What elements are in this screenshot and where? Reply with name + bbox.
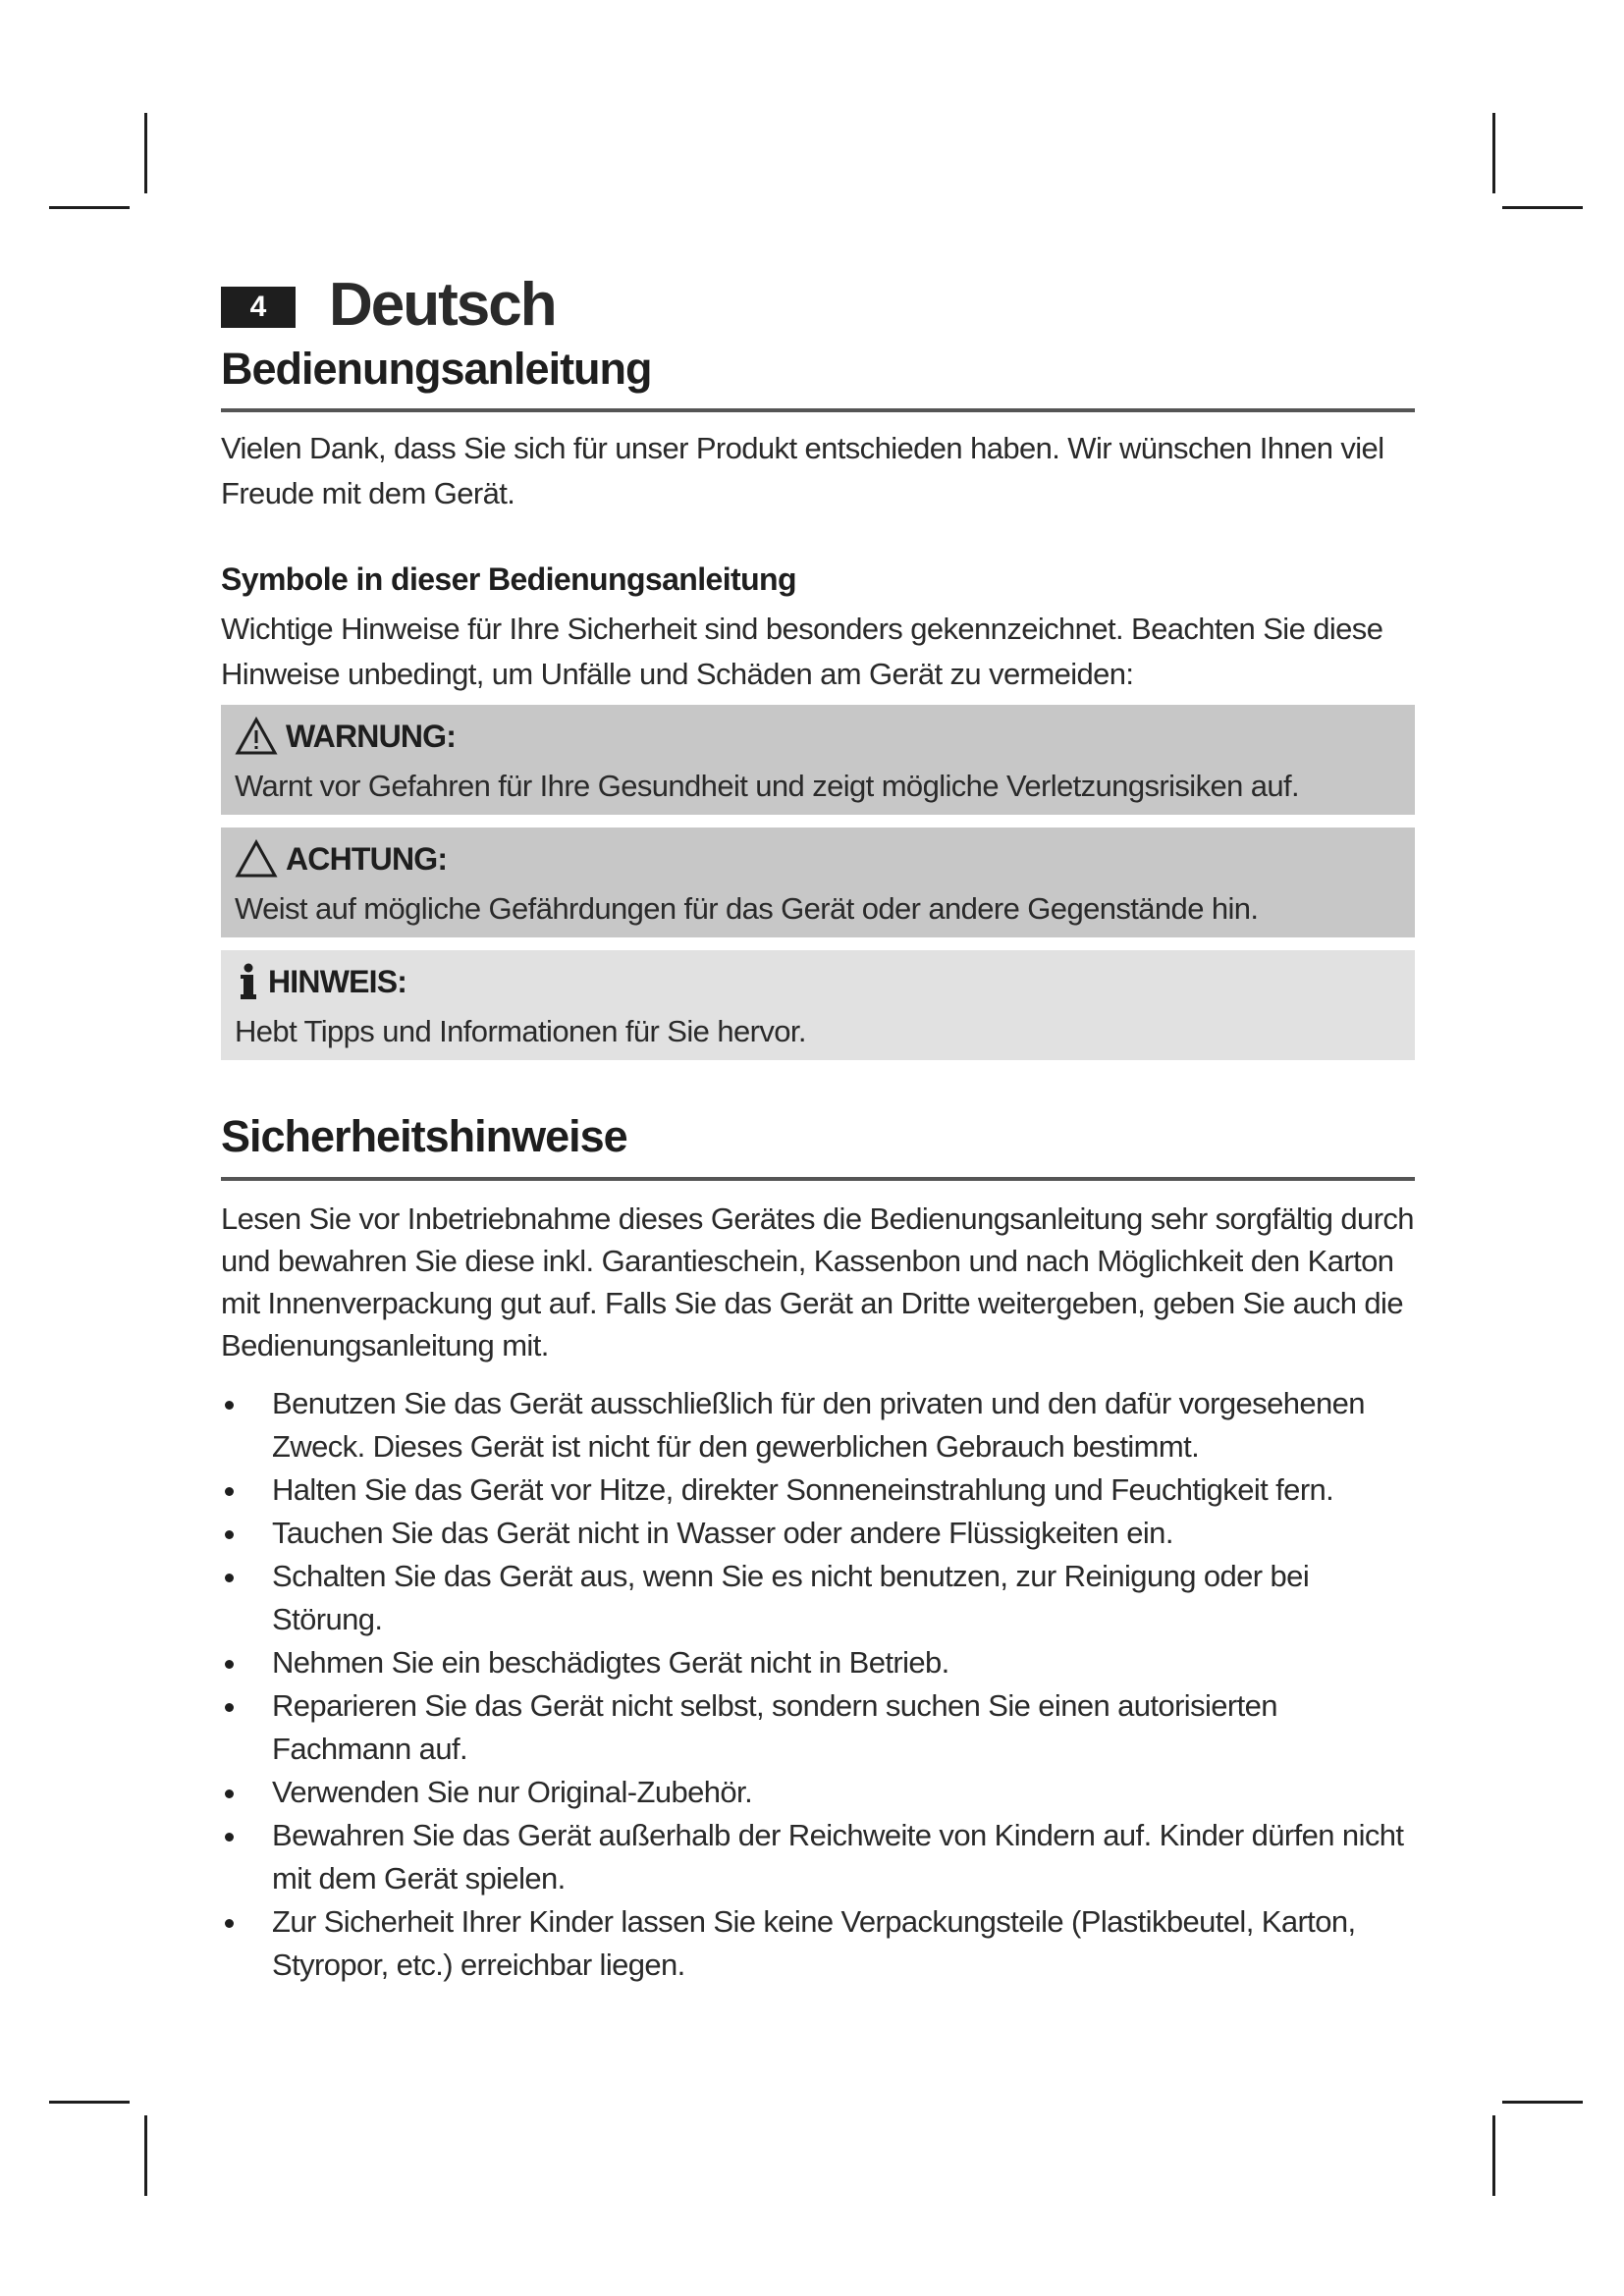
- list-item: Verwenden Sie nur Original-Zubehör.: [221, 1771, 1415, 1814]
- crop-mark: [49, 2101, 130, 2104]
- crop-mark: [1502, 2101, 1583, 2104]
- crop-mark: [144, 113, 147, 193]
- caution-text: Weist auf mögliche Gefährdungen für das Gerät oder andere Gegenstände hin.: [235, 891, 1259, 926]
- caution-box: [221, 828, 1415, 937]
- crop-mark: [1492, 113, 1495, 193]
- symbols-heading: Symbole in dieser Bedienungsanleitung: [221, 561, 796, 597]
- warning-title: WARNUNG:: [286, 718, 457, 754]
- manual-title: Bedienungsanleitung: [221, 344, 652, 394]
- safety-list: [221, 1382, 1415, 1987]
- note-title: HINWEIS:: [268, 963, 407, 999]
- page-number-badge: 4: [221, 287, 296, 328]
- section-divider: [221, 408, 1415, 412]
- language-title: Deutsch: [329, 270, 556, 339]
- intro-paragraph: Vielen Dank, dass Sie sich für unser Produkt entschieden haben. Wir wünschen Ihnen viel Freude mit dem Gerät.: [221, 431, 1384, 510]
- warning-text: Warnt vor Gefahren für Ihre Gesundheit und zeigt mögliche Verletzungsrisiken auf.: [235, 769, 1300, 803]
- warning-box: [221, 705, 1415, 815]
- list-item: Schalten Sie das Gerät aus, wenn Sie es nicht benutzen, zur Reinigung oder bei Störung.: [221, 1555, 1415, 1641]
- note-box: [221, 950, 1415, 1060]
- list-item: Tauchen Sie das Gerät nicht in Wasser oder andere Flüssigkeiten ein.: [221, 1512, 1415, 1555]
- note-text: Hebt Tipps und Informationen für Sie hervor.: [235, 1014, 806, 1048]
- symbols-intro: Wichtige Hinweise für Ihre Sicherheit sind besonders gekennzeichnet. Beachten Sie diese Hinweise unbedingt, um Unfälle und Schäden am Gerät zu vermeiden:: [221, 612, 1383, 691]
- list-item: Halten Sie das Gerät vor Hitze, direkter Sonneneinstrahlung und Feuchtigkeit fern.: [221, 1468, 1415, 1512]
- safety-intro: Lesen Sie vor Inbetriebnahme dieses Gerätes die Bedienungsanleitung sehr sorgfältig durch und bewahren Sie diese inkl. Garantieschein, Kassenbon und nach Möglichkeit den Karton mit Innenverpackung gut auf. Falls Sie das Gerät an Dritte weitergeben, geben Sie auch die Bedienungsanleitung mit.: [221, 1201, 1414, 1362]
- crop-mark: [1492, 2115, 1495, 2196]
- crop-mark: [144, 2115, 147, 2196]
- crop-mark: [49, 206, 130, 209]
- list-item: Benutzen Sie das Gerät ausschließlich für den privaten und den dafür vorgesehenen Zweck. Dieses Gerät ist nicht für den gewerblichen Gebrauch bestimmt.: [221, 1382, 1415, 1468]
- language-header: [221, 265, 556, 344]
- warning-triangle-icon: [235, 839, 278, 879]
- list-item: Reparieren Sie das Gerät nicht selbst, sondern suchen Sie einen autorisierten Fachmann auf.: [221, 1684, 1415, 1771]
- warning-triangle-icon: [235, 717, 278, 756]
- list-item: Bewahren Sie das Gerät außerhalb der Reichweite von Kindern auf. Kinder dürfen nicht mit dem Gerät spielen.: [221, 1814, 1415, 1900]
- crop-mark: [1502, 206, 1583, 209]
- list-item: Zur Sicherheit Ihrer Kinder lassen Sie keine Verpackungsteile (Plastikbeutel, Karton, Styropor, etc.) erreichbar liegen.: [221, 1900, 1415, 1987]
- list-item: Nehmen Sie ein beschädigtes Gerät nicht in Betrieb.: [221, 1641, 1415, 1684]
- info-icon: [239, 963, 258, 1000]
- caution-title: ACHTUNG:: [286, 840, 448, 877]
- section-divider: [221, 1177, 1415, 1181]
- safety-title: Sicherheitshinweise: [221, 1111, 627, 1161]
